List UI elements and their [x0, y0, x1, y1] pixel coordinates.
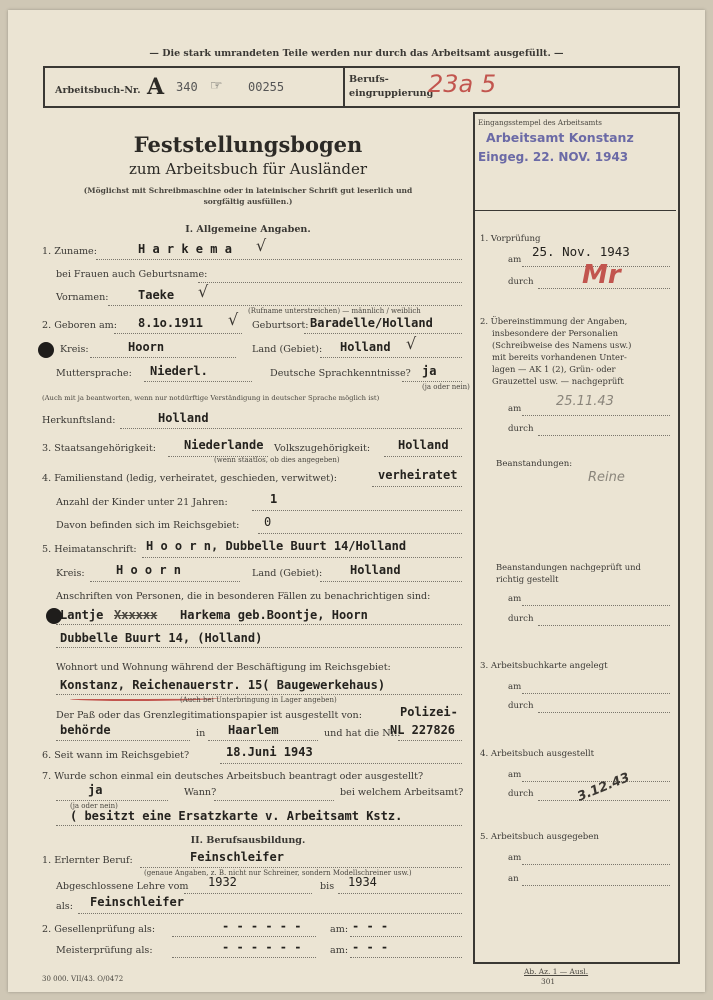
geburtsort-label: Geburtsort:	[252, 320, 309, 331]
vor-signature: Mr	[582, 260, 621, 290]
stamp-arbeitsamt: Arbeitsamt Konstanz	[486, 130, 634, 145]
welchem-label: bei welchem Arbeitsamt?	[340, 787, 464, 798]
herkunft-value: Holland	[158, 411, 209, 425]
familie-line	[372, 486, 462, 487]
title-note-1: (Möglichst mit Schreibmaschine oder in lateinischer Schrift gut leserlich und	[83, 186, 413, 195]
anschr-name-1: Lantje	[60, 608, 104, 622]
ersatz-line	[56, 825, 462, 826]
ueb-am-line	[522, 415, 670, 416]
geburtsort-value: Baradelle/Holland	[310, 316, 433, 330]
seit-line	[220, 763, 462, 764]
anschr-address: Dubbelle Buurt 14, (Holland)	[60, 631, 263, 645]
als-line	[78, 913, 462, 914]
beruf-label: 1. Erlernter Beruf:	[42, 855, 133, 866]
zuname-value: H a r k e m a	[138, 242, 232, 256]
gesellen-value: - - - - - -	[222, 919, 302, 933]
staat-note: (wenn staatlos, ob dies angegeben)	[214, 456, 340, 464]
ausgestellt-durch-label: durch	[508, 789, 534, 799]
herkunft-label: Herkunftsland:	[42, 415, 116, 426]
karte-label: 3. Arbeitsbuchkarte angelegt	[480, 661, 608, 671]
seit-value: 18.Juni 1943	[226, 745, 313, 759]
karte-durch-line	[538, 712, 670, 713]
pass-nr-line	[398, 740, 462, 741]
footer-right-1: Ab. Az. 1 — Ausl.	[524, 967, 589, 976]
check-mark-icon: √	[406, 334, 417, 353]
land2-line	[320, 581, 462, 582]
beanst-am-line	[522, 605, 670, 606]
meister-am-line	[350, 957, 462, 958]
volks-value: Holland	[398, 438, 449, 452]
deutsch-line	[402, 381, 462, 382]
wann-label: Wann?	[184, 787, 217, 798]
zuname-line	[96, 259, 462, 260]
muttersprache-value: Niederl.	[150, 364, 208, 378]
gesellen-am-line	[350, 936, 462, 937]
header-notice: — Die stark umrandeten Teile werden nur durch das Arbeitsamt ausgefüllt. —	[149, 48, 564, 59]
ab-value: ja	[88, 783, 103, 797]
beanst-label: Beanstandungen:	[496, 459, 573, 469]
vor-am-value: 25. Nov. 1943	[532, 244, 630, 259]
lehre-to: 1934	[348, 875, 377, 889]
heimat-line	[142, 557, 462, 558]
section1-heading: I. Allgemeine Angaben.	[185, 224, 311, 235]
meister-label: Meisterprüfung als:	[56, 945, 153, 956]
footer-left: 30 000. VII/43. O/0472	[42, 975, 124, 983]
geburtsname-line	[198, 282, 462, 283]
anschr-line-2	[56, 647, 462, 648]
page-title: Feststellungsbogen	[133, 132, 363, 157]
kreis2-label: Kreis:	[56, 568, 85, 579]
geburtsort-line	[304, 333, 462, 334]
ueb-text-2: insbesondere der Personalien	[492, 328, 618, 338]
right-divider	[475, 210, 676, 211]
pass-nr: NL 227826	[390, 723, 456, 737]
gesellen-label: 2. Gesellenprüfung als:	[42, 924, 156, 935]
muttersprache-label: Muttersprache:	[56, 368, 132, 379]
reich-line	[258, 533, 462, 534]
ueb-text-6: Grauzettel usw. — nachgeprüft	[492, 376, 624, 386]
kinder-line	[252, 510, 462, 511]
ausgegeben-an-line	[522, 885, 670, 886]
ueb-text-4: mit bereits vorhandenen Unter-	[492, 352, 627, 362]
staat-label: 3. Staatsangehörigkeit:	[42, 443, 156, 454]
lehre-label: Abgeschlossene Lehre vom	[56, 881, 189, 892]
deutsch-note: (Auch mit ja beantworten, wenn nur notdürftige Verständigung in deutscher Sprache möglich ist)	[42, 394, 380, 402]
vornamen-line	[108, 305, 462, 306]
staat-value: Niederlande	[184, 438, 264, 452]
wohnort-label: Wohnort und Wohnung während der Beschäftigung im Reichsgebiet:	[56, 662, 391, 673]
land-line	[320, 357, 462, 358]
ersatz-value: ( besitzt eine Ersatzkarte v. Arbeitsamt Kstz.	[70, 809, 403, 823]
arbeitsbuch-number: 340	[176, 80, 198, 94]
karte-am-line	[522, 693, 670, 694]
kinder-label: Anzahl der Kinder unter 21 Jahren:	[56, 497, 228, 508]
ja-nein-note-2: (ja oder nein)	[70, 802, 118, 810]
geboren-value: 8.1o.1911	[138, 316, 204, 330]
geboren-line	[114, 333, 242, 334]
berufs-value: 23a 5	[428, 70, 497, 98]
ab-line	[56, 800, 168, 801]
als-value: Feinschleifer	[90, 895, 184, 909]
vor-durch-label: durch	[508, 277, 534, 287]
geboren-label: 2. Geboren am:	[42, 320, 118, 331]
familie-label: 4. Familienstand (ledig, verheiratet, geschieden, verwitwet):	[42, 473, 337, 484]
arbeitsbuch-letter: A	[147, 74, 165, 100]
ausgestellt-value: 3.12.43	[575, 770, 632, 805]
title-note-2: sorgfältig ausfüllen.)	[203, 197, 293, 206]
volks-label: Volkszugehörigkeit:	[274, 443, 371, 454]
ja-nein-note: (ja oder nein)	[422, 383, 470, 391]
meister-line	[172, 957, 316, 958]
gesellen-line	[172, 936, 316, 937]
muttersprache-line	[144, 381, 252, 382]
stamp-date: Eingeg. 22. NOV. 1943	[478, 150, 629, 164]
wann-line	[214, 800, 334, 801]
ueb-text-5: lagen — AK 1 (2), Grün- oder	[492, 364, 616, 374]
ueb-durch-label: durch	[508, 424, 534, 434]
ausgestellt-am-label: am	[508, 770, 522, 780]
karte-am-label: am	[508, 682, 522, 692]
anschr-label: Anschriften von Personen, die in besonderen Fällen zu benachrichtigen sind:	[56, 591, 431, 602]
kreis-label: Kreis:	[60, 344, 89, 355]
deutsch-value: ja	[422, 364, 437, 378]
land-value: Holland	[340, 340, 391, 354]
land2-value: Holland	[350, 563, 401, 577]
arbeitsbuch-label: Arbeitsbuch-Nr.	[55, 85, 141, 96]
pass-label: Der Paß oder das Grenzlegitimationspapier ist ausgestellt von:	[56, 710, 362, 721]
lehre-to-line	[338, 893, 462, 894]
lehre-from: 1932	[208, 875, 237, 889]
land-label: Land (Gebiet):	[252, 344, 323, 355]
vor-am-label: am	[508, 255, 522, 265]
header-divider	[343, 68, 345, 106]
section2-heading: II. Berufsausbildung.	[190, 835, 306, 846]
meister-value: - - - - - -	[222, 940, 302, 954]
pass-line	[56, 740, 190, 741]
ueb-text-1: 2. Übereinstimmung der Angaben,	[480, 316, 628, 326]
beruf-line	[140, 867, 462, 868]
volks-line	[384, 456, 462, 457]
pointing-hand-icon: ☞	[210, 78, 223, 94]
beanst-durch-label: durch	[508, 614, 534, 624]
rufname-note: (Rufname unterstreichen) — männlich / weiblich	[248, 307, 421, 315]
heimat-label: 5. Heimatanschrift:	[42, 544, 137, 555]
heimat-value: H o o r n, Dubbelle Buurt 14/Holland	[146, 539, 407, 553]
gesellen-am-label: am:	[330, 924, 349, 935]
als-label: als:	[56, 901, 73, 912]
ueb-durch-line	[538, 435, 670, 436]
meister-am-value: - - -	[352, 940, 389, 954]
check-mark-icon: √	[198, 282, 209, 301]
beanst-nach-1: Beanstandungen nachgeprüft und	[496, 562, 641, 572]
ueb-am-value: 25.11.43	[556, 394, 614, 409]
anschr-struck-text: Xxxxxx	[114, 608, 158, 622]
geburtsname-label: bei Frauen auch Geburtsname:	[56, 269, 208, 280]
gesellen-am-value: - - -	[352, 919, 389, 933]
berufs-label-2: eingruppierung	[349, 88, 434, 99]
lehre-bis-label: bis	[320, 881, 335, 892]
check-mark-icon: √	[228, 310, 239, 329]
arbeitsbuch-serial: 00255	[248, 80, 285, 94]
herkunft-line	[120, 428, 462, 429]
beanst-durch-line	[538, 625, 670, 626]
ueb-am-label: am	[508, 404, 522, 414]
punch-hole	[38, 342, 54, 358]
check-mark-icon: √	[256, 236, 267, 255]
seit-label: 6. Seit wann im Reichsgebiet?	[42, 750, 190, 761]
pass-nr-label: und hat die Nr.:	[324, 728, 401, 739]
zuname-label: 1. Zuname:	[42, 246, 97, 257]
ueb-text-3: (Schreibweise des Namens usw.)	[492, 340, 632, 350]
beanst-am-label: am	[508, 594, 522, 604]
kreis-line	[90, 357, 236, 358]
ausgegeben-am-line	[522, 864, 670, 865]
ausgegeben-am-label: am	[508, 853, 522, 863]
kreis2-line	[90, 581, 240, 582]
ausgestellt-durch-line	[538, 800, 670, 801]
eingang-label: Eingangsstempel des Arbeitsamts	[478, 118, 602, 127]
familie-value: verheiratet	[378, 468, 458, 482]
meister-am-label: am:	[330, 945, 349, 956]
ausgegeben-label: 5. Arbeitsbuch ausgegeben	[480, 832, 599, 842]
wohnort-line	[56, 694, 462, 695]
reich-value: 0	[264, 515, 272, 529]
vornamen-label: Vornamen:	[56, 292, 109, 303]
reich-label: Davon befinden sich im Reichsgebiet:	[56, 520, 240, 531]
beruf-note: (genaue Angaben, z. B. nicht nur Schreiner, sondern Modellschreiner usw.)	[144, 869, 412, 877]
ausgestellt-label: 4. Arbeitsbuch ausgestellt	[480, 749, 595, 759]
anschr-line-1	[56, 624, 462, 625]
anschr-name-2: Harkema geb.Boontje, Hoorn	[180, 608, 368, 622]
vornamen-value: Taeke	[138, 288, 175, 302]
form-page	[8, 10, 705, 992]
vor-label: 1. Vorprüfung	[480, 234, 541, 244]
karte-durch-label: durch	[508, 701, 534, 711]
kinder-value: 1	[270, 492, 278, 506]
pass-city: Haarlem	[228, 723, 279, 737]
wohnort-value: Konstanz, Reichenauerstr. 15( Baugewerkehaus)	[60, 678, 386, 692]
pass-city-line	[208, 740, 318, 741]
wohnort-note: (Auch bei Unterbringung in Lager angeben)	[180, 696, 337, 704]
page-subtitle: zum Arbeitsbuch für Ausländer	[128, 160, 368, 178]
lehre-from-line	[184, 893, 312, 894]
ab-label: 7. Wurde schon einmal ein deutsches Arbeitsbuch beantragt oder ausgestellt?	[42, 771, 424, 782]
berufs-label-1: Berufs-	[349, 74, 389, 85]
beanst-nach-2: richtig gestellt	[496, 574, 559, 584]
ausgegeben-an-label: an	[508, 874, 519, 884]
kreis-value: Hoorn	[128, 340, 165, 354]
beanst-value: Reine	[588, 470, 625, 485]
deutsch-label: Deutsche Sprachkenntnisse?	[270, 368, 411, 379]
pass-in-label: in	[196, 728, 206, 739]
beruf-value: Feinschleifer	[190, 850, 284, 864]
pass-value-2: behörde	[60, 723, 111, 737]
kreis2-value: H o o r n	[116, 563, 182, 577]
land2-label: Land (Gebiet):	[252, 568, 323, 579]
footer-right-2: 301	[541, 977, 556, 986]
pass-value-1: Polizei-	[400, 705, 458, 719]
